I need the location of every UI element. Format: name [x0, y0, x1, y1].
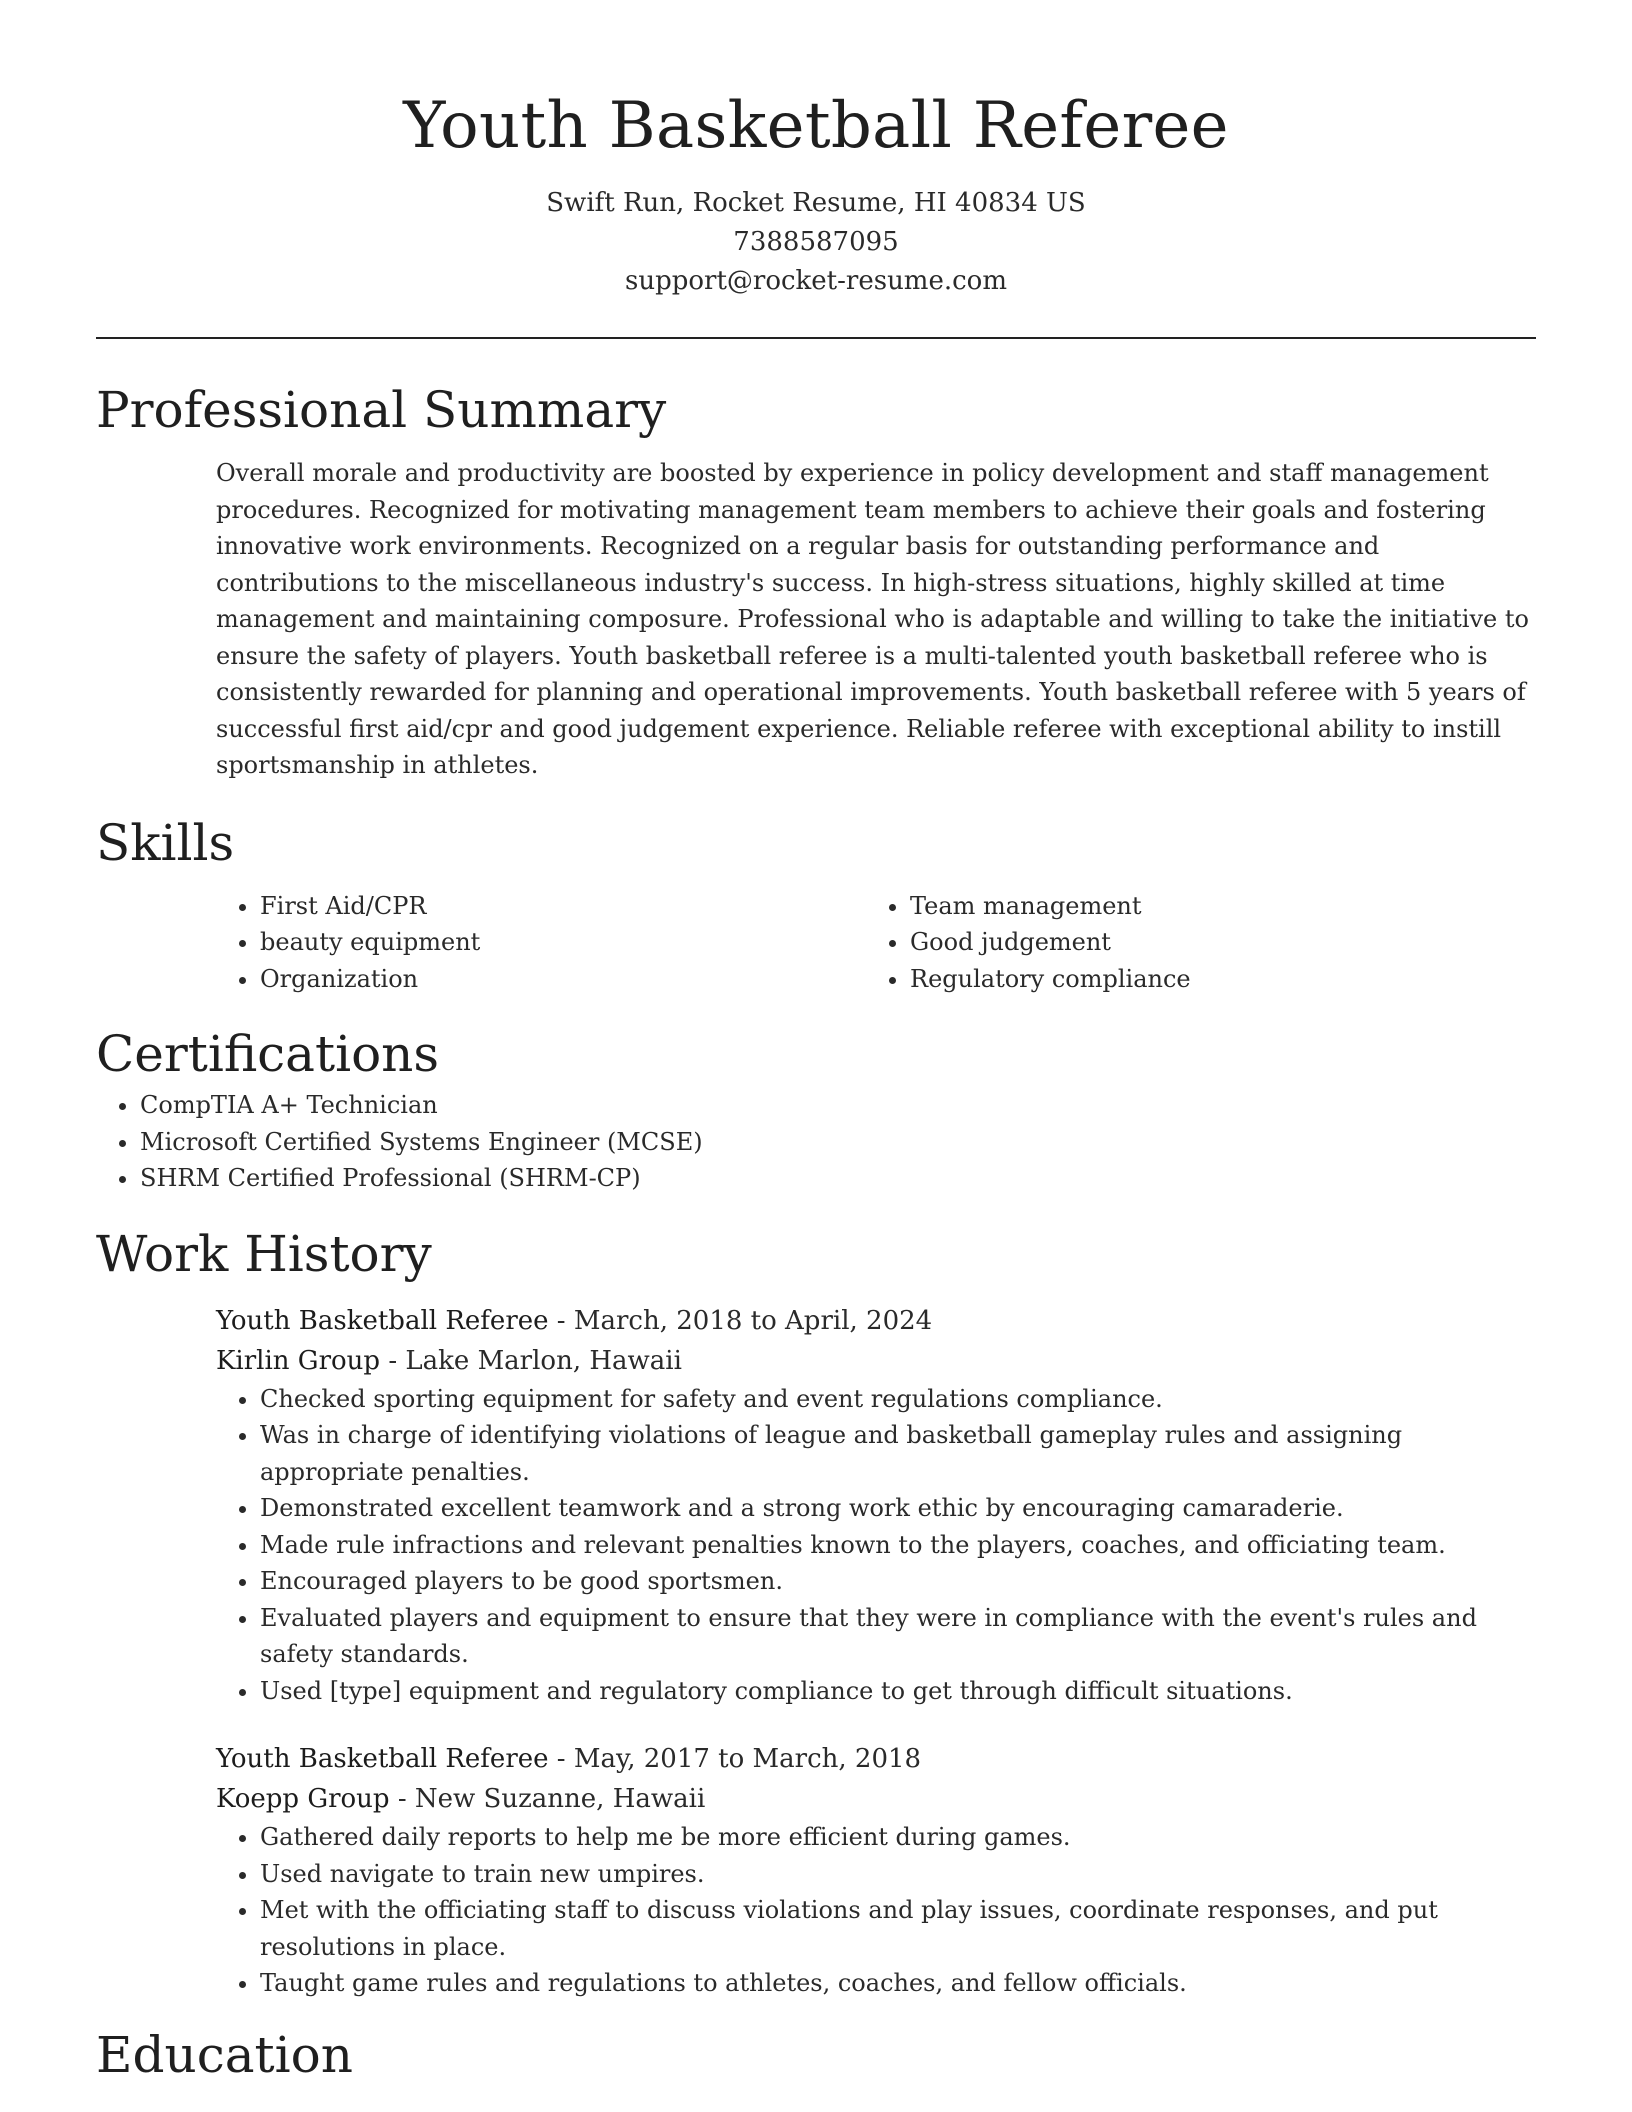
header-divider [96, 337, 1536, 339]
job-title-line: Youth Basketball Referee - May, 2017 to March, 2018 [216, 1744, 922, 1774]
contact-email: support@rocket-resume.com [624, 266, 1007, 296]
skills-list-left [216, 888, 866, 998]
job-dates: May, 2017 to March, 2018 [573, 1744, 922, 1774]
skills-grid [216, 888, 1536, 998]
job-company-line: Kirlin Group - Lake Marlon, Hawaii [216, 1345, 682, 1376]
resume-header [96, 80, 1536, 301]
job-company-line: Koepp Group - New Suzanne, Hawaii [216, 1784, 706, 1814]
job-bullets [216, 1819, 1536, 2002]
job-bullet: • Gathered daily reports to help me be more efficient during games. [260, 1819, 1536, 1856]
certification-item: • CompTIA A+ Technician [140, 1087, 1536, 1124]
contact-info [96, 184, 1536, 301]
section-title-work-history: Work History [96, 1224, 432, 1283]
job-role: Youth Basketball Referee [216, 1305, 549, 1336]
job-entry [216, 1301, 1536, 1710]
job-bullet: • Used navigate to train new umpires. [260, 1856, 1536, 1893]
contact-address: Swift Run, Rocket Resume, HI 40834 US [546, 188, 1086, 218]
job-bullet: • Evaluated players and equipment to ensure that they were in compliance with the event's rules and safety standards. [260, 1600, 1536, 1673]
job-bullet: • Met with the officiating staff to discuss violations and play issues, coordinate responses, and put resolutions in place. [260, 1892, 1536, 1965]
candidate-name: Youth Basketball Referee [403, 89, 1229, 163]
job-location: New Suzanne, Hawaii [414, 1784, 706, 1814]
certification-item: • SHRM Certified Professional (SHRM-CP) [140, 1160, 1536, 1197]
job-bullets [216, 1381, 1536, 1710]
job-bullet: • Demonstrated excellent teamwork and a strong work ethic by encouraging camaraderie. [260, 1490, 1536, 1527]
summary-text: Overall morale and productivity are boosted by experience in policy development and staff management procedures. Recognized for motivating management team members to achieve their goals and fostering innovative work environments. Recognized on a regular basis for outstanding performance and contributions to the miscellaneous industry's success. In high-stress situations, highly skilled at time management and maintaining composure. Professional who is adaptable and willing to take the initiative to ensure the safety of players. Youth basketball referee is a multi-talented youth basketball referee who is consistently rewarded for planning and operational improvements. Youth basketball referee with 5 years of successful first aid/cpr and good judgement experience. Reliable referee with exceptional ability to instill sportsmanship in athletes. [216, 459, 1529, 779]
section-title-summary: Professional Summary [96, 381, 667, 439]
section-title-skills: Skills [96, 813, 235, 872]
job-bullet: • Was in charge of identifying violations of league and basketball gameplay rules and assigning appropriate penalties. [260, 1417, 1536, 1490]
job-bullet: • Checked sporting equipment for safety and event regulations compliance. [260, 1381, 1536, 1418]
contact-phone: 7388587095 [733, 227, 899, 257]
skill-item: • First Aid/CPR [260, 888, 866, 925]
skill-item: • Organization [260, 961, 866, 998]
skill-item: • beauty equipment [260, 924, 866, 961]
job-role: Youth Basketball Referee [216, 1744, 549, 1774]
skill-item: • Team management [910, 888, 1536, 925]
section-title-education: Education [96, 2025, 353, 2084]
skill-item: • Good judgement [910, 924, 1536, 961]
skill-item: • Regulatory compliance [910, 961, 1536, 998]
job-location: Lake Marlon, Hawaii [405, 1345, 682, 1376]
certifications-list [96, 1087, 1536, 1197]
certification-item: • Microsoft Certified Systems Engineer (MCSE) [140, 1124, 1536, 1161]
job-company: Kirlin Group [216, 1345, 381, 1376]
job-bullet: • Used [type] equipment and regulatory compliance to get through difficult situations. [260, 1673, 1536, 1710]
job-title-line: Youth Basketball Referee - March, 2018 to April, 2024 [216, 1305, 933, 1336]
job-company: Koepp Group [216, 1784, 390, 1814]
job-dates: March, 2018 to April, 2024 [573, 1305, 933, 1336]
job-bullet: • Encouraged players to be good sportsmen. [260, 1563, 1536, 1600]
skills-list-right [866, 888, 1536, 998]
job-bullet: • Made rule infractions and relevant penalties known to the players, coaches, and officiating team. [260, 1527, 1536, 1564]
job-entry [216, 1739, 1536, 2002]
section-title-certifications: Certifications [96, 1025, 440, 1083]
job-bullet: • Taught game rules and regulations to athletes, coaches, and fellow officials. [260, 1965, 1536, 2002]
